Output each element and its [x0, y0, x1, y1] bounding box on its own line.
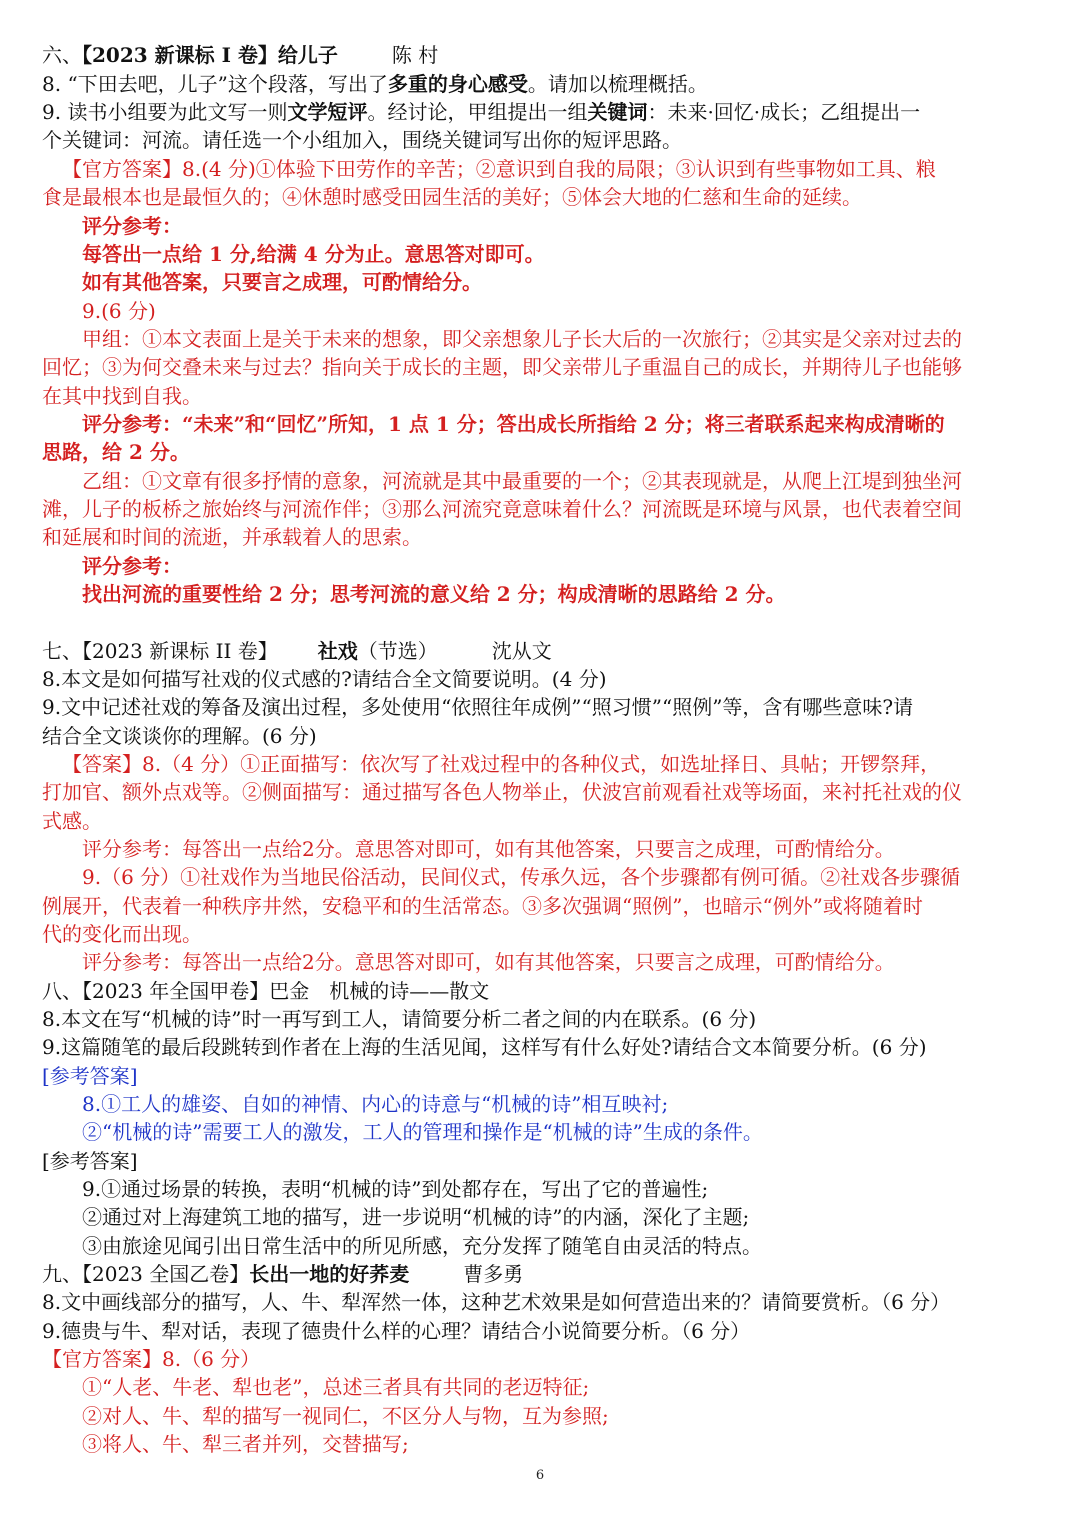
section-7-question-9-line-1: 9.文中记述社戏的筹备及演出过程，多处使用“依照往年成例”“照习惯”“照例”等，含有哪些意味?请 — [42, 695, 914, 719]
section-7-score-8: 评分参考：每答出一点给2分。意思答对即可，如有其他答案，只要言之成理，可酌情给分。 — [82, 837, 895, 861]
section-8-question-8: 8.本文在写“机械的诗”时一再写到工人，请简要分析二者之间的内在联系。(6 分) — [42, 1007, 757, 1031]
section-6-jia-score-line-1: 评分参考：“未来”和“回忆”所知，1 点 1 分；答出成长所指给 2 分；将三者联系起来构成清晰的 — [82, 412, 945, 436]
section-6-jia-score-line-2: 思路，给 2 分。 — [42, 440, 190, 464]
section-6-yi-score-label: 评分参考： — [82, 554, 182, 578]
section-8-answer-8-line-2: ②“机械的诗”需要工人的激发，工人的管理和操作是“机械的诗”生成的条件。 — [82, 1120, 763, 1144]
section-6-yi-score-line: 找出河流的重要性给 2 分；思考河流的意义给 2 分；构成清晰的思路给 2 分。 — [82, 582, 786, 606]
section-7-answer-8-line-2: 打加官、额外点戏等。②侧面描写：通过描写各色人物举止，伏波宫前观看社戏等场面，来衬托社戏的仪 — [42, 780, 962, 804]
section-7-answer-8-line-1: 【答案】8.（4 分）①正面描写：依次写了社戏过程中的各种仪式，如选址择日、具帖；开锣祭拜， — [62, 752, 941, 776]
section-6-yi-line-2: 滩，儿子的板桥之旅始终与河流作伴；③那么河流究竟意味着什么？河流既是环境与风景，也代表着空间 — [42, 497, 962, 521]
section-7-answer-9-line-3: 代的变化而出现。 — [42, 922, 202, 946]
section-7-heading: 七、【2023 新课标 II 卷】 社戏（节选） 沈从文 — [42, 639, 552, 663]
section-6-answer-8-line-2: 食是最根本也是最恒久的；④休憩时感受田园生活的美好；⑤体会大地的仁慈和生命的延续。 — [42, 185, 862, 209]
section-6-yi-line-3: 和延展和时间的流逝，并承载着人的思索。 — [42, 525, 422, 549]
section-6-question-9-line-1: 9. 读书小组要为此文写一则文学短评。经讨论，甲组提出一组关键词：未来·回忆·成长；乙组提出一 — [42, 100, 921, 124]
section-6-question-9-line-2: 个关键词：河流。请任选一个小组加入，围绕关键词写出你的短评思路。 — [42, 128, 682, 152]
section-6-score-line-2: 如有其他答案，只要言之成理，可酌情给分。 — [82, 270, 482, 294]
section-9-answer-8-line-1: ①“人老、牛老、犁也老”，总述三者具有共同的老迈特征; — [82, 1375, 590, 1399]
section-6-answer-9-label: 9.(6 分) — [82, 299, 156, 323]
section-6-question-8: 8. “下田去吧，儿子”这个段落，写出了多重的身心感受。请加以梳理概括。 — [42, 72, 708, 96]
section-8-answer-9-line-3: ③由旅途见闻引出日常生活中的所见所感，充分发挥了随笔自由灵活的特点。 — [82, 1234, 762, 1258]
section-9-heading: 九、【2023 全国乙卷】长出一地的好荞麦 曹多勇 — [42, 1262, 524, 1286]
section-9-answer-8-line-3: ③将人、牛、犁三者并列，交替描写; — [82, 1432, 409, 1456]
section-9-question-8: 8.文中画线部分的描写，人、牛、犁浑然一体，这种艺术效果是如何营造出来的？请简要赏析。（6 分） — [42, 1290, 951, 1314]
section-6-yi-line-1: 乙组：①文章有很多抒情的意象，河流就是其中最重要的一个；②其表现就是，从爬上江堤到独坐河 — [82, 469, 962, 493]
section-8-heading: 八、【2023 年全国甲卷】巴金 机械的诗——散文 — [42, 979, 490, 1003]
section-6-jia-line-3: 在其中找到自我。 — [42, 384, 202, 408]
section-9-answer-8-line-2: ②对人、牛、犁的描写一视同仁，不区分人与物，互为参照; — [82, 1404, 609, 1428]
section-7-question-8: 8.本文是如何描写社戏的仪式感的?请结合全文简要说明。(4 分) — [42, 667, 607, 691]
section-8-reference-label-2: [参考答案] — [42, 1149, 138, 1173]
section-6-answer-8-line-1: 【官方答案】8.(4 分)①体验下田劳作的辛苦；②意识到自我的局限；③认识到有些事物如工具、粮 — [62, 157, 936, 181]
section-7-question-9-line-2: 结合全文谈谈你的理解。(6 分) — [42, 724, 317, 748]
section-7-answer-9-line-1: 9.（6 分）①社戏作为当地民俗活动，民间仪式，传承久远，各个步骤都有例可循。②社戏各步骤循 — [82, 865, 961, 889]
section-6-heading: 六、【2023 新课标 I 卷】给儿子 陈 村 — [42, 43, 439, 67]
section-6-score-line-1: 每答出一点给 1 分,给满 4 分为止。意思答对即可。 — [82, 242, 545, 266]
section-6-score-label: 评分参考： — [82, 214, 182, 238]
section-6-jia-line-1: 甲组：①本文表面上是关于未来的想象，即父亲想象儿子长大后的一次旅行；②其实是父亲对过去的 — [82, 327, 962, 351]
section-9-question-9: 9.德贵与牛、犁对话，表现了德贵什么样的心理？请结合小说简要分析。（6 分） — [42, 1319, 751, 1343]
section-6-jia-line-2: 回忆；③为何交叠未来与过去？指向关于成长的主题，即父亲带儿子重温自己的成长，并期待儿子也能够 — [42, 355, 962, 379]
section-8-question-9: 9.这篇随笔的最后段跳转到作者在上海的生活见闻，这样写有什么好处?请结合文本简要分析。(6 分) — [42, 1035, 927, 1059]
section-8-answer-8-line-1: 8.①工人的雄姿、自如的神情、内心的诗意与“机械的诗”相互映衬; — [82, 1092, 669, 1116]
section-8-answer-9-line-1: 9.①通过场景的转换，表明“机械的诗”到处都存在，写出了它的普遍性; — [82, 1177, 709, 1201]
page-number: 6 — [535, 1468, 545, 1483]
section-7-score-9: 评分参考：每答出一点给2分。意思答对即可，如有其他答案，只要言之成理，可酌情给分。 — [82, 950, 895, 974]
section-7-answer-8-line-3: 式感。 — [42, 809, 102, 833]
section-8-reference-label-1: [参考答案] — [42, 1064, 138, 1088]
section-8-answer-9-line-2: ②通过对上海建筑工地的描写，进一步说明“机械的诗”的内涵，深化了主题; — [82, 1205, 750, 1229]
section-9-answer-8-label: 【官方答案】8.（6 分） — [42, 1347, 261, 1371]
section-7-answer-9-line-2: 例展开，代表着一种秩序井然，安稳平和的生活常态。③多次强调“照例”，也暗示“例外”或将随着时 — [42, 894, 923, 918]
